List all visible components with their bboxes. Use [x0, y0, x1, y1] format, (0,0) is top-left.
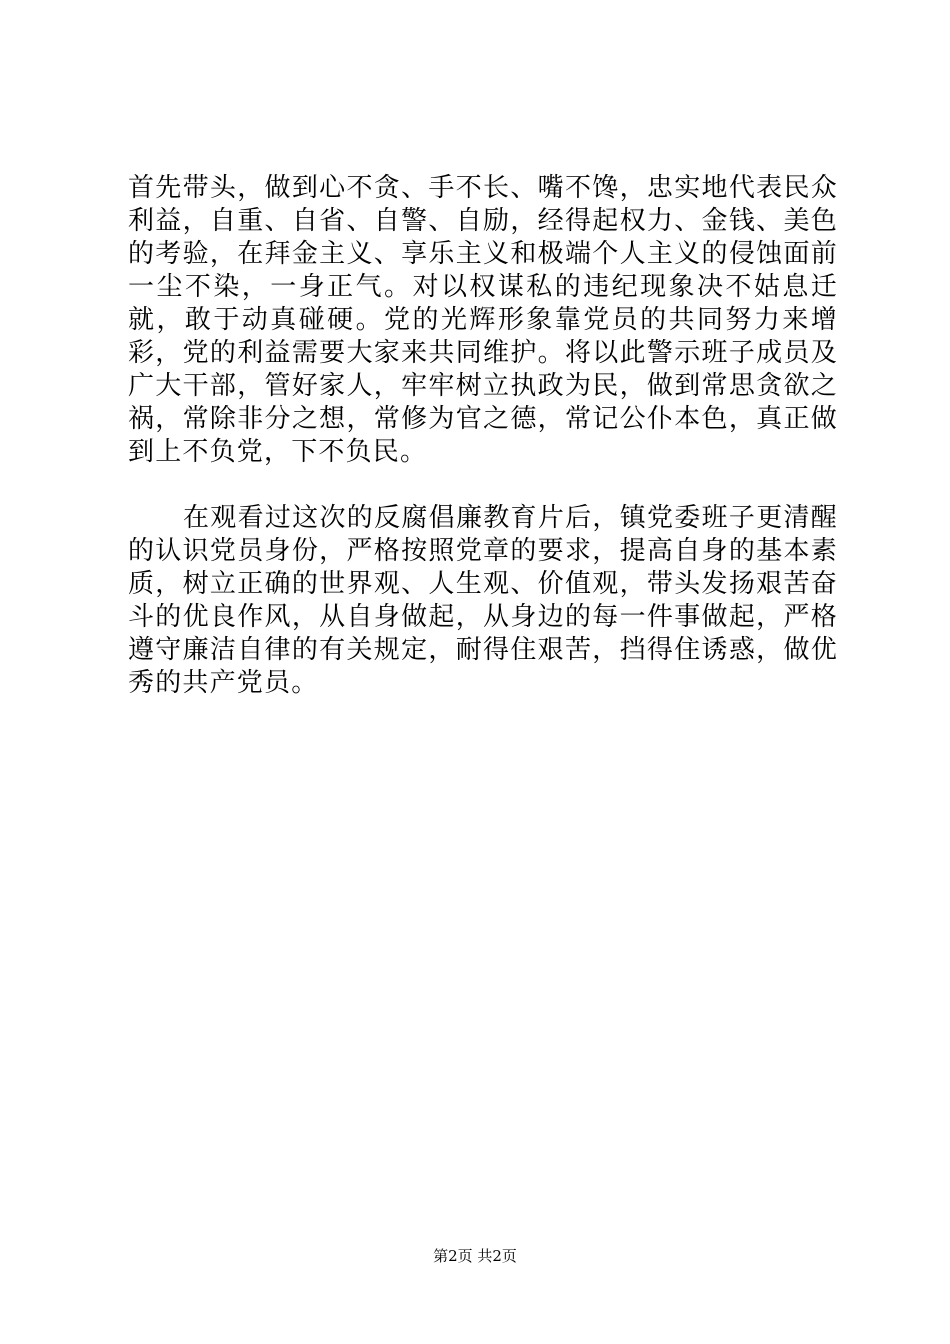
document-body	[128, 172, 838, 700]
paragraph-continuation: 首先带头，做到心不贪、手不长、嘴不馋，忠实地代表民众利益，自重、自省、自警、自励，经得起权力、金钱、美色的考验，在拜金主义、享乐主义和极端个人主义的侵蚀面前一尘不染，一身正气。对以权谋私的违纪现象决不姑息迁就，敢于动真碰硬。党的光辉形象靠党员的共同努力来增彩，党的利益需要大家来共同维护。将以此警示班子成员及广大干部，管好家人，牢牢树立执政为民，做到常思贪欲之祸，常除非分之想，常修为官之德，常记公仆本色，真正做到上不负党，下不负民。	[128, 173, 838, 467]
paragraph-reflection: 在观看过这次的反腐倡廉教育片后，镇党委班子更清醒的认识党员身份，严格按照党章的要求，提高自身的基本素质，树立正确的世界观、人生观、价值观，带头发扬艰苦奋斗的优良作风，从自身做起，从身边的每一件事做起，严格遵守廉洁自律的有关规定，耐得住艰苦，挡得住诱惑，做优秀的共产党员。	[128, 503, 838, 698]
page-number-footer: 第2页 共2页	[433, 1247, 517, 1265]
